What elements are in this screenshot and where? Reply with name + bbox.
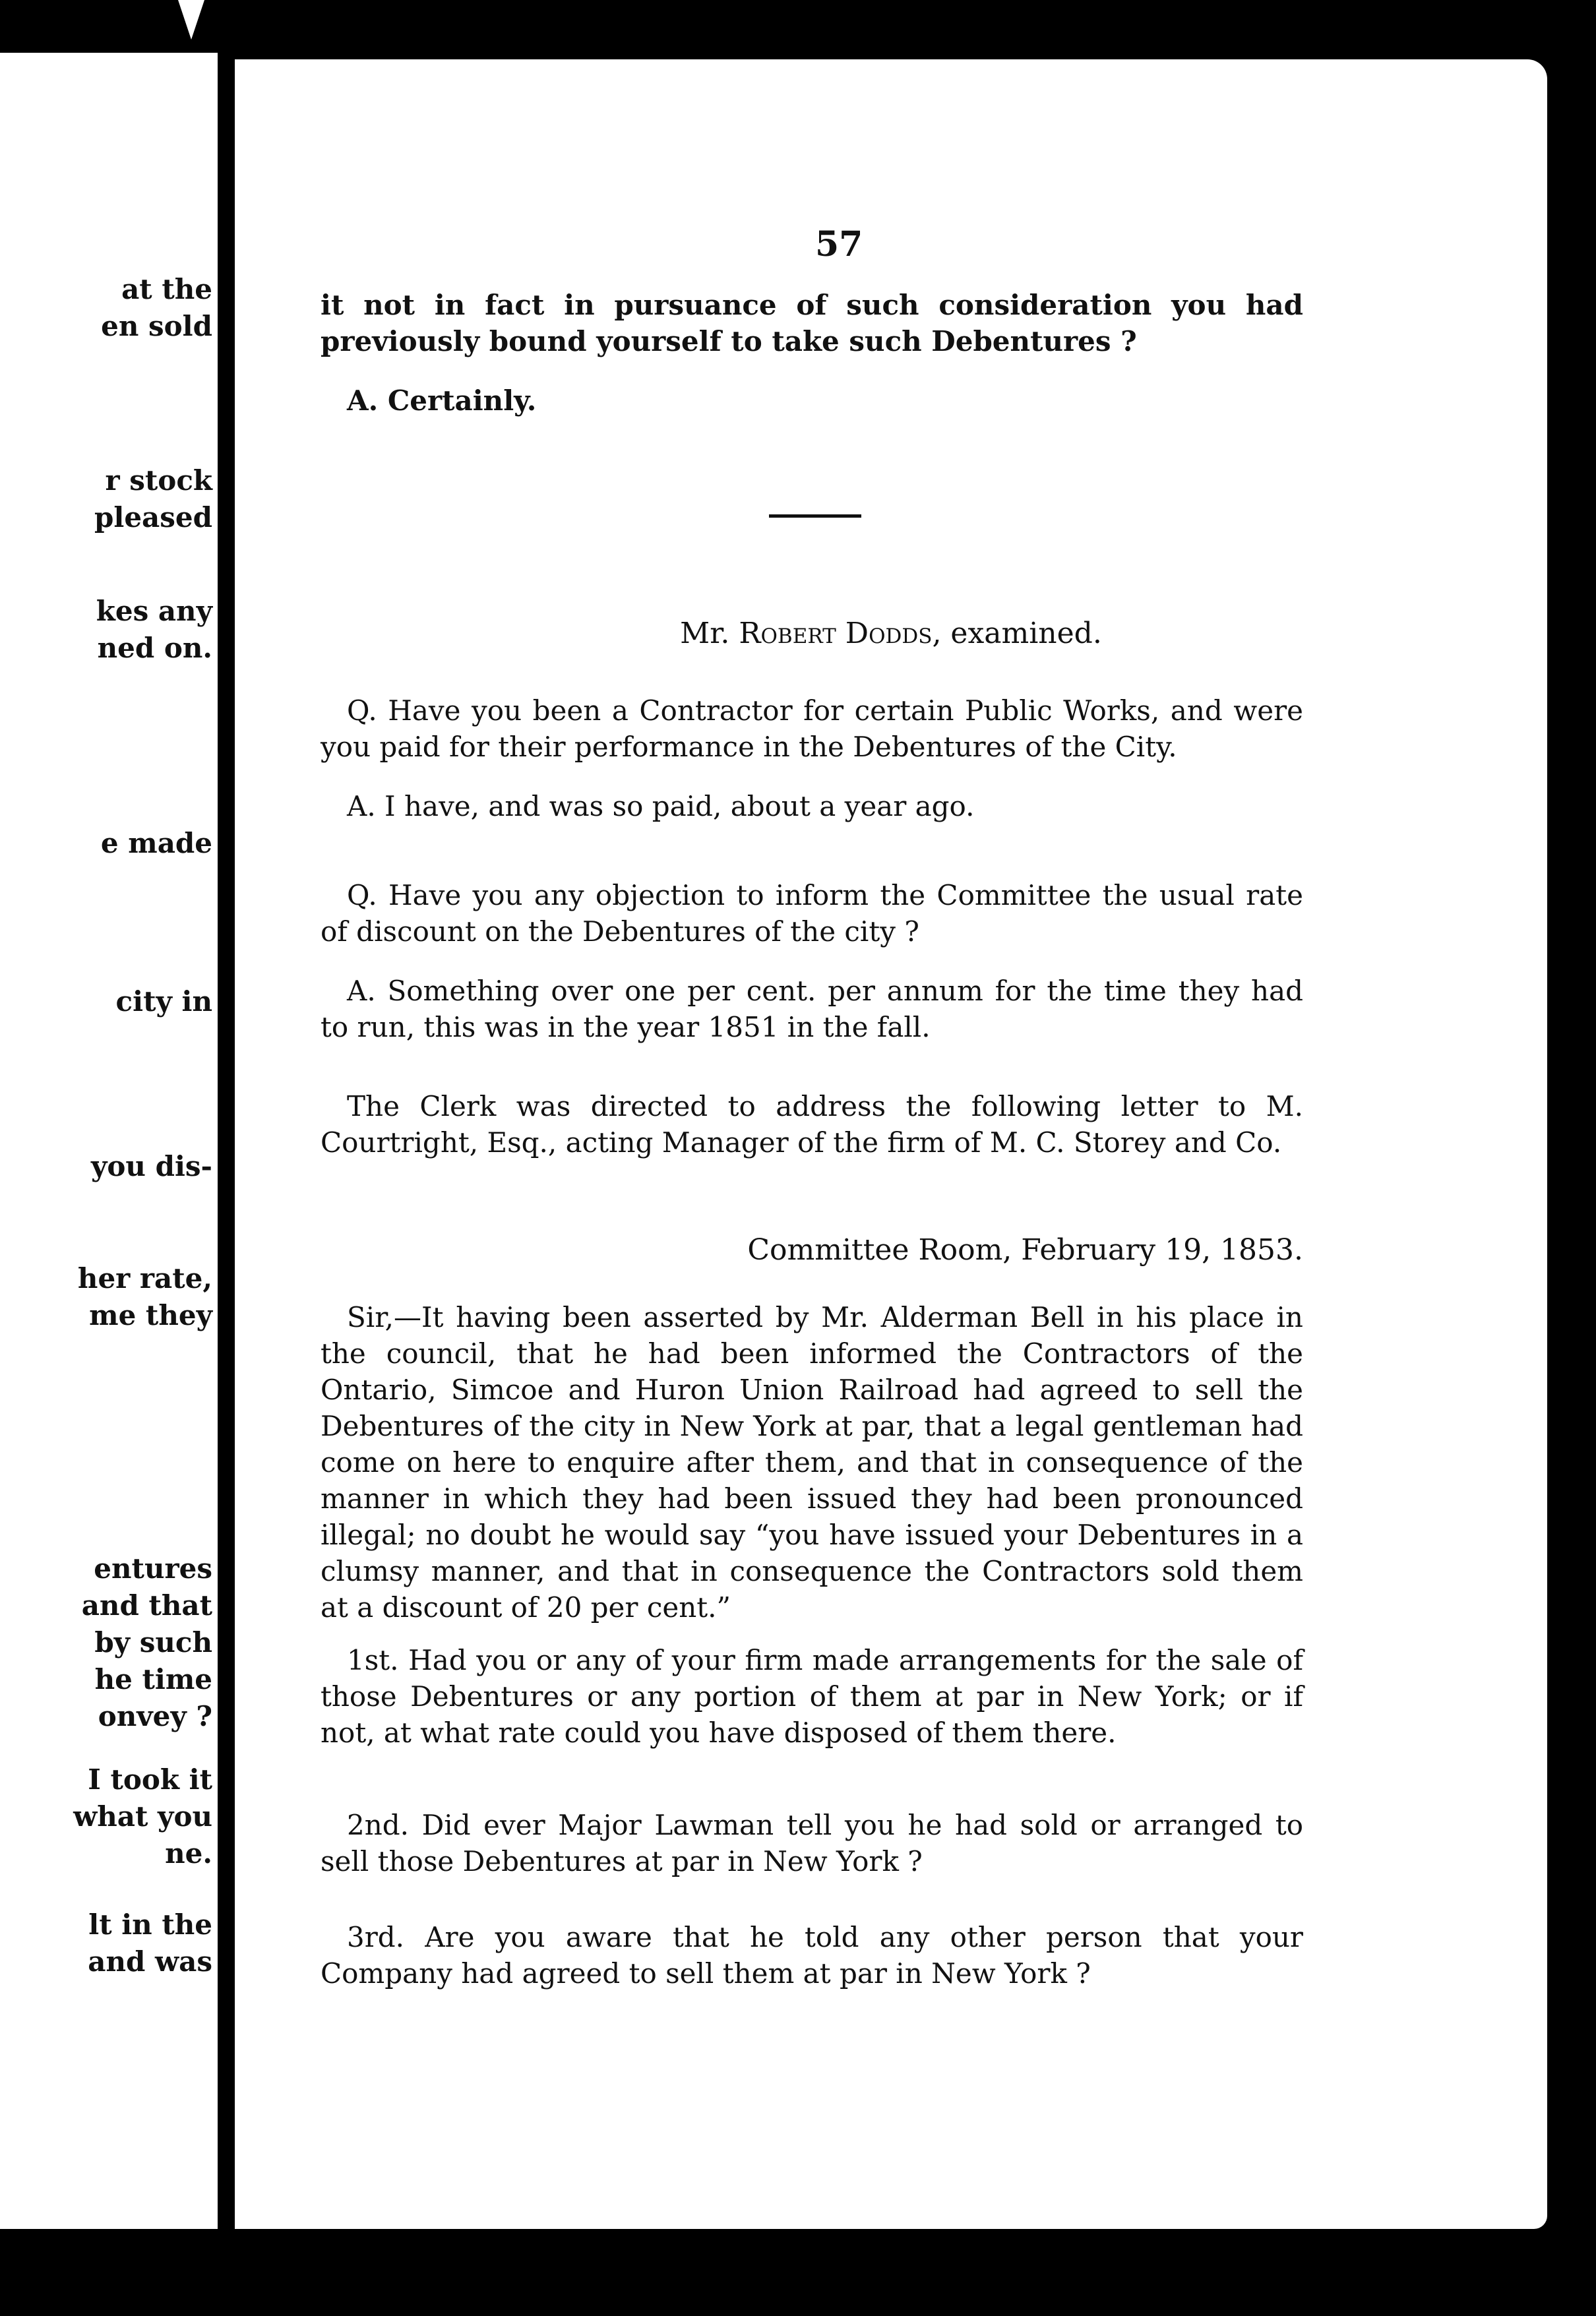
- question-item: 2nd. Did ever Major Lawman tell you he had sold or arranged to sell those Debentures at par in New York ?: [321, 1809, 1303, 1877]
- question-paragraph: Q. Have you been a Contractor for certain Public Works, and were you paid for their performance in the Debentures of the City.: [321, 694, 1303, 763]
- letter-paragraph: Sir,—It having been asserted by Mr. Alderman Bell in his place in the council, that he had been informed the Contractors of the Ontario, Simcoe and Huron Union Railroad had agreed to sell the Debentures of the city in New York at par, that a legal gentleman had come on here to enquire after them, and that in consequence of the manner in which they had been issued they had been pronounced illegal; no doubt he would say “you have issued your Debentures in a clumsy manner, and that in consequence the Contractors sold them at a discount of 20 per cent.”: [321, 1301, 1303, 1624]
- left-fragment: I took it: [88, 1763, 212, 1796]
- left-fragment: pleased: [94, 501, 212, 533]
- left-fragment: entures: [94, 1552, 212, 1585]
- continuation-paragraph: it not in fact in pursuance of such consideration you had previously bound yourself to take such Debentures ?: [321, 289, 1303, 357]
- left-fragment: he time: [94, 1663, 212, 1695]
- answer-paragraph: A. I have, and was so paid, about a year ago.: [347, 790, 975, 822]
- left-fragment: r stock: [105, 464, 212, 497]
- left-fragment: and was: [88, 1945, 212, 1978]
- witness-heading: [235, 617, 1547, 650]
- page-number: 57: [815, 224, 863, 264]
- question-item: 1st. Had you or any of your firm made arrangements for the sale of those Debentures or any portion of them at par in New York; or if not, at what rate could you have disposed of them there.: [321, 1644, 1303, 1749]
- left-fragment: onvey ?: [98, 1700, 212, 1732]
- answer-paragraph: A. Something over one per cent. per annum for the time they had to run, this was in the year 1851 in the fall.: [321, 975, 1303, 1043]
- witness-prefix: Mr.: [680, 617, 739, 650]
- left-fragment: city in: [115, 985, 212, 1018]
- left-fragment: at the: [121, 273, 212, 305]
- left-fragment: you dis-: [91, 1150, 212, 1182]
- left-fragment: kes any: [96, 595, 212, 627]
- left-fragment: by such: [94, 1626, 212, 1659]
- dateline: Committee Room, February 19, 1853.: [747, 1233, 1303, 1267]
- section-rule: [769, 514, 861, 518]
- answer-paragraph: A. Certainly.: [347, 384, 537, 417]
- left-fragment: e made: [100, 827, 212, 859]
- question-paragraph: Q. Have you any objection to inform the Committee the usual rate of discount on the Debentures of the city ?: [321, 879, 1303, 948]
- left-fragment: what you: [73, 1800, 212, 1833]
- left-fragment: her rate,: [77, 1262, 212, 1295]
- right-page: [235, 59, 1547, 2229]
- left-fragment: and that: [81, 1589, 212, 1622]
- top-tab-mark: [178, 0, 204, 40]
- left-page-edge: [0, 53, 218, 2229]
- witness-suffix: , examined.: [932, 617, 1102, 650]
- left-fragment: ned on.: [97, 632, 212, 664]
- clerk-paragraph: The Clerk was directed to address the following letter to M. Courtright, Esq., acting Manager of the firm of M. C. Storey and Co.: [321, 1090, 1303, 1159]
- left-fragment: me they: [89, 1299, 212, 1331]
- question-item: 3rd. Are you aware that he told any other person that your Company had agreed to sell them at par in New York ?: [321, 1921, 1303, 1990]
- witness-name: Robert Dodds: [739, 617, 933, 650]
- left-fragment: en sold: [101, 310, 212, 342]
- left-fragment: lt in the: [88, 1908, 212, 1941]
- book-gutter: [218, 46, 235, 2242]
- left-fragment: ne.: [165, 1837, 212, 1870]
